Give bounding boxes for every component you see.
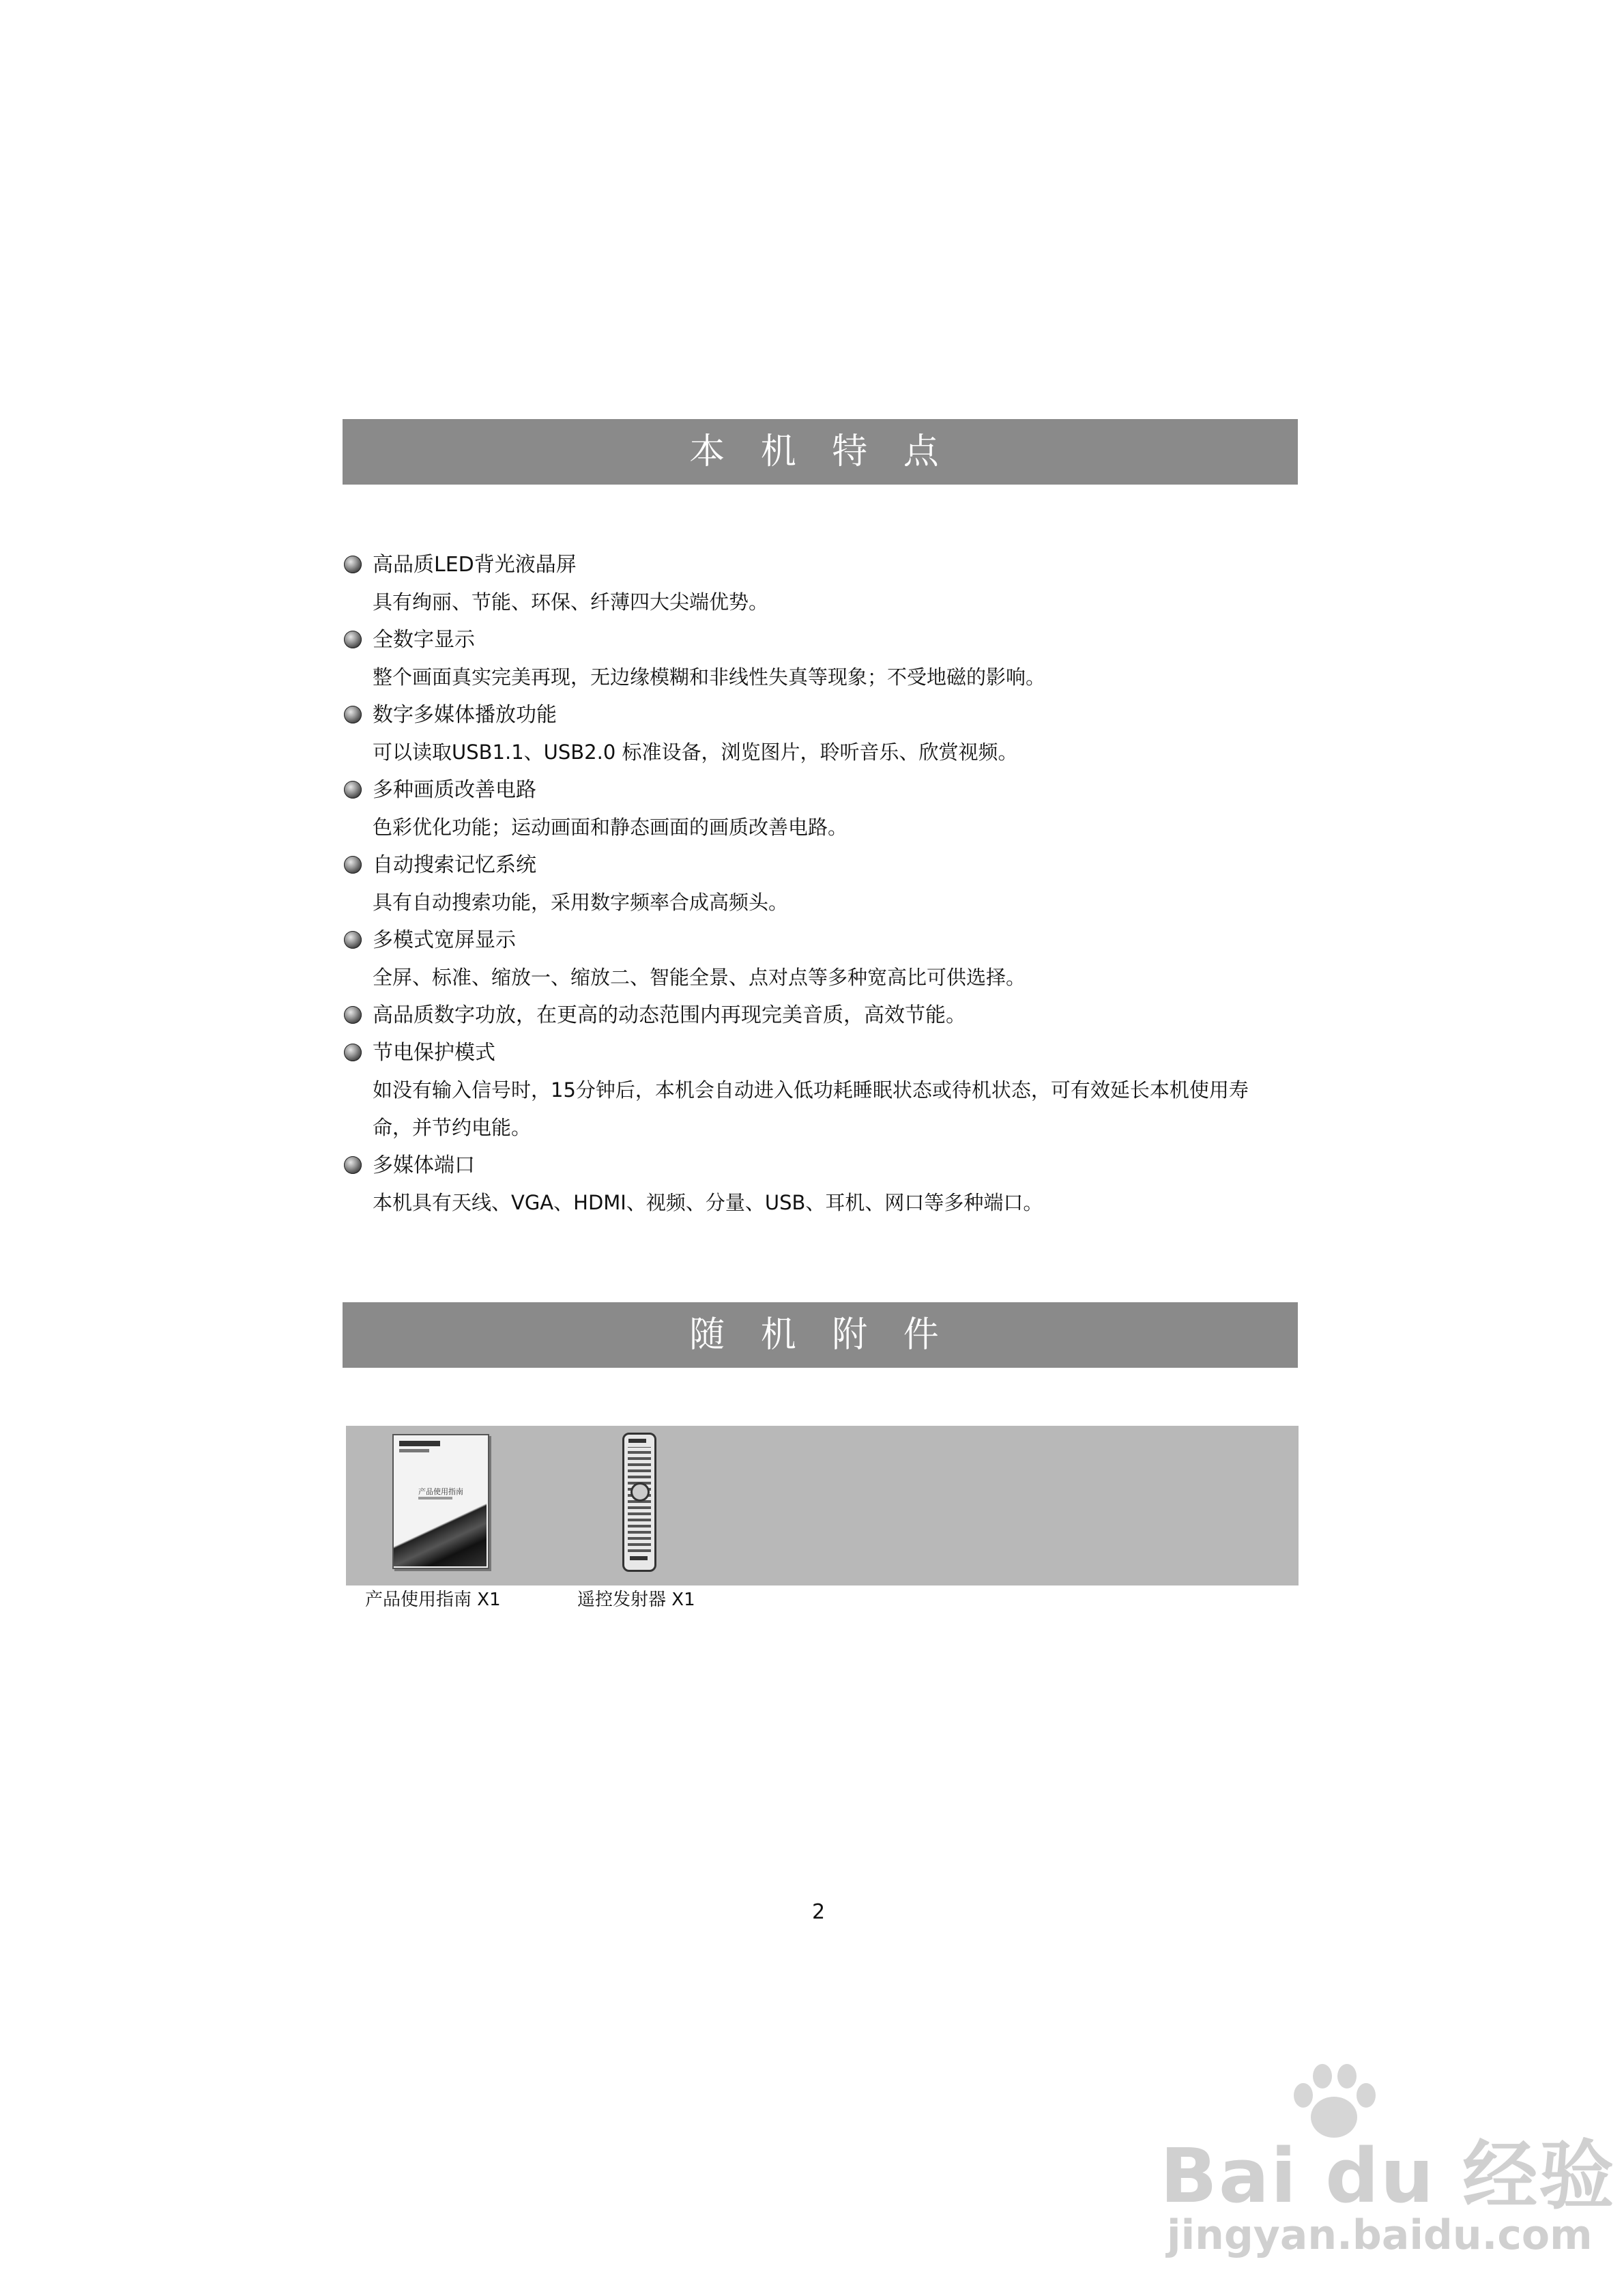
feature-title: 数字多媒体播放功能: [373, 703, 557, 727]
page-number: 2: [812, 1900, 826, 1924]
feature-title: 高品质数字功放，在更高的动态范围内再现完美音质，高效节能。: [373, 1003, 966, 1027]
feature-description: 如没有输入信号时，15分钟后，本机会自动进入低功耗睡眠状态或待机状态，可有效延长本机使用寿: [373, 1078, 1249, 1102]
baidu-watermark: [1160, 2061, 1616, 2266]
watermark-url: jingyan.baidu.com: [1167, 2211, 1593, 2259]
feature-title: 多种画质改善电路: [373, 778, 536, 802]
feature-title: 高品质LED背光液晶屏: [373, 553, 577, 577]
feature-description: 本机具有天线、VGA、HDMI、视频、分量、USB、耳机、网口等多种端口。: [373, 1191, 1043, 1214]
bullet-icon: [344, 856, 362, 874]
manual-book-icon: [392, 1434, 489, 1569]
bullet-icon: [344, 631, 362, 648]
bullet-icon: [344, 781, 362, 799]
feature-title: 自动搜索记忆系统: [373, 853, 536, 877]
feature-description: 色彩优化功能；运动画面和静态画面的画质改善电路。: [373, 816, 848, 839]
feature-title: 节电保护模式: [373, 1041, 495, 1065]
bullet-icon: [344, 706, 362, 723]
feature-item: [343, 621, 1311, 696]
feature-item: [343, 696, 1311, 771]
bullet-icon: [344, 1006, 362, 1024]
feature-description: 可以读取USB1.1、USB2.0 标准设备，浏览图片，聆听音乐、欣赏视频。: [373, 741, 1018, 764]
manual-cover-title: 产品使用指南: [418, 1487, 463, 1496]
feature-item: [343, 846, 1311, 921]
remote-control-icon: [622, 1433, 656, 1572]
bullet-icon: [344, 931, 362, 949]
features-list: [343, 546, 1311, 1222]
accessories-section-header: 随 机 附 件: [343, 1302, 1298, 1368]
bullet-icon: [344, 1156, 362, 1174]
feature-description: 具有绚丽、节能、环保、纤薄四大尖端优势。: [373, 590, 769, 614]
accessory-label-manual: 产品使用指南 X1: [365, 1590, 501, 1610]
feature-description: 整个画面真实完美再现，无边缘模糊和非线性失真等现象；不受地磁的影响。: [373, 665, 1046, 689]
feature-item: [343, 546, 1311, 621]
feature-title: 多模式宽屏显示: [373, 928, 516, 952]
features-section-header: 本 机 特 点: [343, 419, 1298, 485]
bullet-icon: [344, 1044, 362, 1061]
feature-item: [343, 996, 1311, 1034]
bullet-icon: [344, 556, 362, 573]
accessory-label-remote: 遥控发射器 X1: [577, 1590, 695, 1610]
feature-item: [343, 1147, 1311, 1222]
feature-title: 多媒体端口: [373, 1153, 475, 1177]
feature-description: 命，并节约电能。: [373, 1116, 532, 1139]
feature-item: [343, 771, 1311, 846]
feature-description: 全屏、标准、缩放一、缩放二、智能全景、点对点等多种宽高比可供选择。: [373, 966, 1026, 989]
accessories-strip: [346, 1426, 1299, 1585]
feature-item: [343, 1034, 1311, 1147]
feature-item: [343, 921, 1311, 996]
feature-title: 全数字显示: [373, 628, 475, 652]
watermark-brand: Bai du 经验: [1160, 2132, 1616, 2220]
feature-description: 具有自动搜索功能，采用数字频率合成高频头。: [373, 891, 789, 914]
